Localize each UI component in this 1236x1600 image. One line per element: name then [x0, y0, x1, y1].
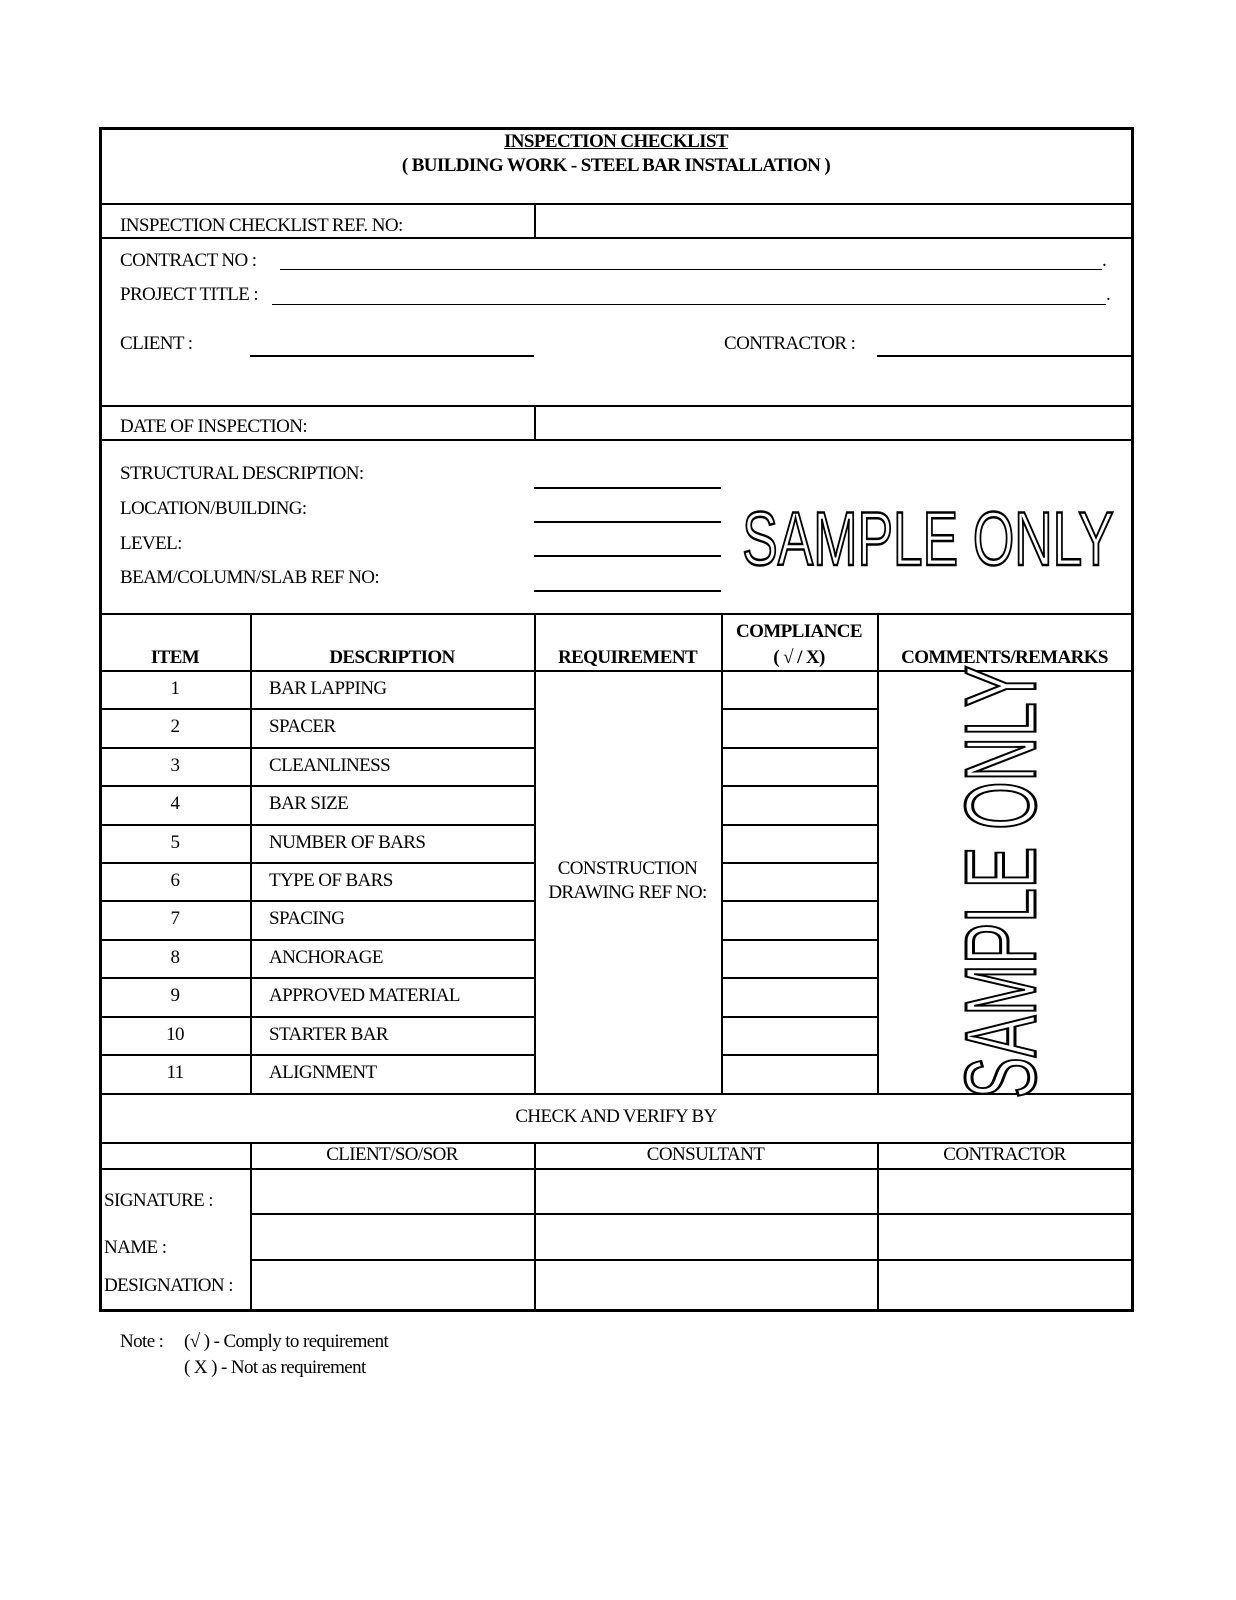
rule-line — [534, 487, 721, 489]
rule-line — [250, 1213, 1132, 1215]
rule-line — [877, 1142, 879, 1310]
level-label: LEVEL: — [120, 533, 182, 554]
rule-line — [100, 670, 1132, 672]
item-number: 3 — [170, 755, 180, 776]
note-label: Note : — [120, 1331, 164, 1352]
rule-line — [534, 613, 536, 1093]
compliance-cell[interactable] — [722, 862, 876, 899]
designation-label: DESIGNATION : — [104, 1275, 233, 1296]
rule-line — [250, 1259, 1132, 1261]
header-compliance: COMPLIANCE — [736, 621, 862, 642]
rule-line — [100, 439, 1132, 441]
rule-line — [272, 304, 1106, 305]
item-number: 4 — [170, 793, 180, 814]
item-number: 2 — [170, 716, 180, 737]
item-number: 8 — [170, 947, 180, 968]
project-title-label: PROJECT TITLE : — [120, 284, 259, 305]
item-number: 6 — [170, 870, 180, 891]
item-description: APPROVED MATERIAL — [269, 985, 460, 1006]
watermark-text-top: SAMPLE ONLY — [742, 496, 1114, 582]
item-number: 7 — [170, 908, 180, 929]
item-number: 10 — [166, 1024, 184, 1045]
rule-line — [534, 405, 536, 439]
rule-line — [100, 977, 534, 979]
item-number: 11 — [166, 1062, 184, 1083]
client-label: CLIENT : — [120, 333, 193, 354]
rule-line — [280, 269, 1102, 270]
note-line-comply: (√ ) - Comply to requirement — [184, 1331, 389, 1352]
compliance-cell[interactable] — [722, 747, 876, 784]
contract-no-label: CONTRACT NO : — [120, 250, 257, 271]
location-label: LOCATION/BUILDING: — [120, 498, 307, 519]
compliance-cell[interactable] — [722, 670, 876, 707]
rule-line — [100, 824, 534, 826]
header-requirement: REQUIREMENT — [557, 647, 698, 668]
item-description: ALIGNMENT — [269, 1062, 377, 1083]
rule-line — [100, 939, 534, 941]
item-description: TYPE OF BARS — [269, 870, 393, 891]
item-description: SPACING — [269, 908, 345, 929]
rule-line — [877, 613, 879, 1093]
rule-line — [100, 785, 534, 787]
compliance-cell[interactable] — [722, 824, 876, 861]
member-ref-label: BEAM/COLUMN/SLAB REF NO: — [120, 567, 380, 588]
contractor-label: CONTRACTOR : — [724, 333, 856, 354]
project-title-period: . — [1106, 284, 1111, 305]
compliance-cell[interactable] — [722, 785, 876, 822]
compliance-cell[interactable] — [722, 708, 876, 745]
contract-no-period: . — [1102, 250, 1107, 271]
note-line-not: ( X ) - Not as requirement — [184, 1357, 366, 1378]
compliance-cell[interactable] — [722, 1016, 876, 1053]
verify-title: CHECK AND VERIFY BY — [515, 1106, 717, 1127]
signature-label: SIGNATURE : — [104, 1190, 213, 1211]
rule-line — [250, 613, 252, 1093]
item-number: 5 — [170, 832, 180, 853]
item-description: BAR SIZE — [269, 793, 349, 814]
watermark-text-bottom: SAMPLE ONLY — [944, 665, 1057, 1099]
item-description: STARTER BAR — [269, 1024, 389, 1045]
item-description: BAR LAPPING — [269, 678, 387, 699]
item-number: 9 — [170, 985, 180, 1006]
rule-line — [534, 590, 721, 592]
rule-line — [534, 555, 721, 557]
rule-line — [100, 405, 1132, 407]
header-item: ITEM — [150, 647, 200, 668]
rule-line — [877, 355, 1132, 357]
rule-line — [534, 203, 536, 237]
rule-line — [534, 1142, 536, 1310]
rule-line — [1131, 127, 1134, 1312]
rule-line — [100, 1093, 1132, 1095]
compliance-cell[interactable] — [722, 900, 876, 937]
rule-line — [100, 1168, 1132, 1170]
compliance-cell[interactable] — [722, 977, 876, 1014]
verify-col-consultant: CONSULTANT — [646, 1144, 765, 1165]
rule-line — [250, 1142, 252, 1310]
verify-col-client: CLIENT/SO/SOR — [326, 1144, 458, 1165]
rule-line — [100, 708, 534, 710]
date-label: DATE OF INSPECTION: — [120, 416, 308, 437]
rule-line — [100, 900, 534, 902]
header-comments: COMMENTS/REMARKS — [901, 647, 1108, 668]
rule-line — [100, 747, 534, 749]
rule-line — [100, 1054, 534, 1056]
verify-col-contractor: CONTRACTOR — [943, 1144, 1066, 1165]
rule-line — [100, 1016, 534, 1018]
compliance-cell[interactable] — [722, 939, 876, 976]
header-compliance-sub: ( √ / X) — [773, 647, 825, 668]
ref-no-label: INSPECTION CHECKLIST REF. NO: — [120, 215, 403, 236]
header-description: DESCRIPTION — [329, 647, 455, 668]
item-number: 1 — [170, 678, 180, 699]
form-title: INSPECTION CHECKLIST — [504, 131, 728, 152]
name-label: NAME : — [104, 1237, 167, 1258]
structural-label: STRUCTURAL DESCRIPTION: — [120, 463, 364, 484]
rule-line — [534, 521, 721, 523]
rule-line — [250, 355, 534, 357]
rule-line — [100, 237, 1132, 239]
rule-line — [99, 127, 1134, 130]
rule-line — [100, 862, 534, 864]
item-description: NUMBER OF BARS — [269, 832, 426, 853]
item-description: ANCHORAGE — [269, 947, 383, 968]
rule-line — [100, 203, 1132, 205]
compliance-cell[interactable] — [722, 1054, 876, 1091]
rule-line — [99, 1309, 1134, 1312]
item-description: CLEANLINESS — [269, 755, 391, 776]
requirement-text-2: DRAWING REF NO: — [548, 882, 707, 903]
form-subtitle: ( BUILDING WORK - STEEL BAR INSTALLATION ) — [401, 155, 831, 176]
requirement-text-1: CONSTRUCTION — [557, 858, 698, 879]
item-description: SPACER — [269, 716, 336, 737]
rule-line — [100, 613, 1132, 615]
